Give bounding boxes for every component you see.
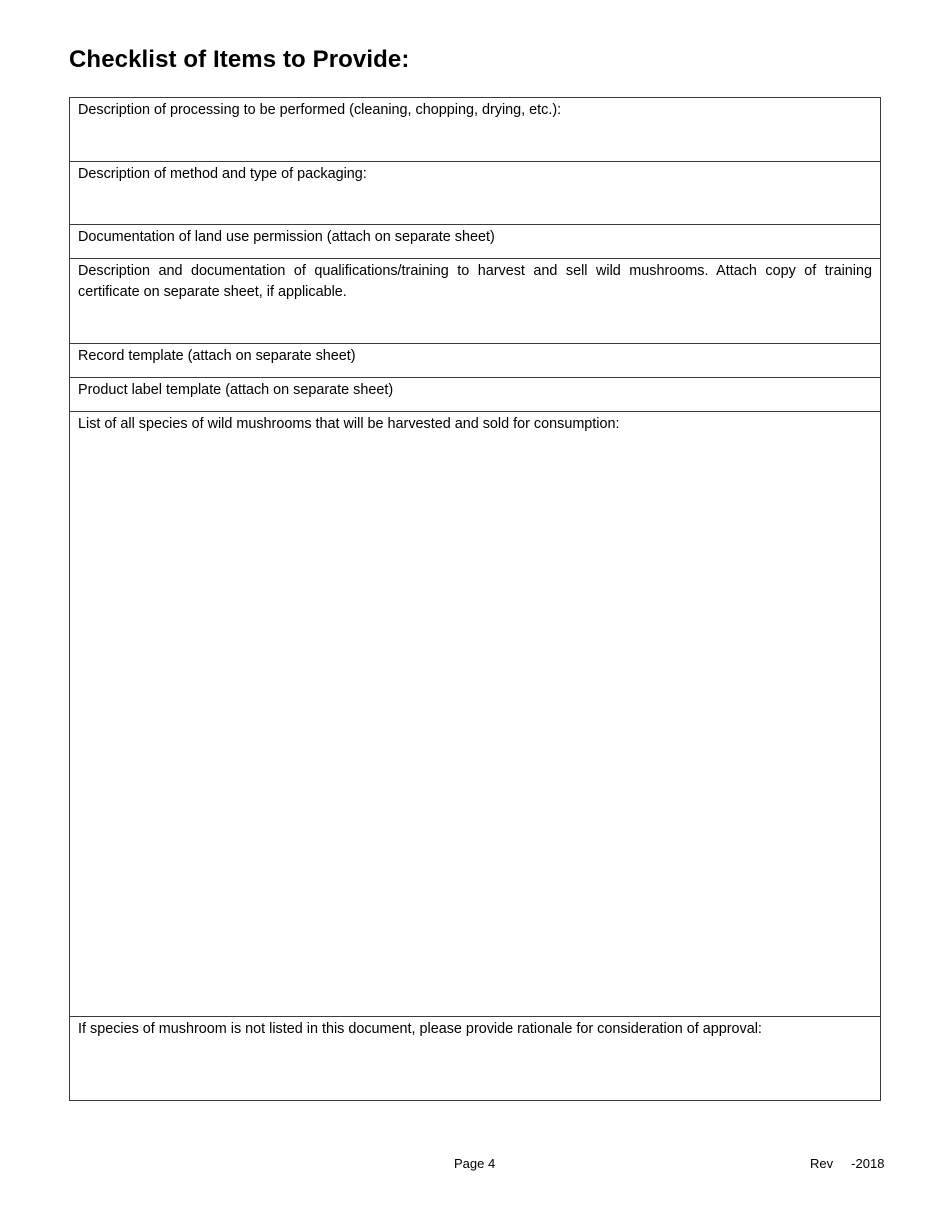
revision-label: Rev -2018 <box>810 1156 885 1171</box>
checklist-row-packaging[interactable] <box>70 161 880 224</box>
checklist-row-label: Documentation of land use permission (attach on separate sheet) <box>78 229 495 245</box>
checklist-row-label: Record template (attach on separate sheet) <box>78 348 356 364</box>
checklist-row-label: Product label template (attach on separate sheet) <box>78 382 394 398</box>
page-title: Checklist of Items to Provide: <box>69 46 410 73</box>
checklist-row-label: Description of processing to be performed (cleaning, chopping, drying, etc.): <box>78 102 562 118</box>
checklist-row-processing[interactable] <box>70 98 880 161</box>
checklist-row-label: Description of method and type of packaging: <box>78 166 367 182</box>
checklist-table <box>69 97 881 1101</box>
checklist-row-land-use-permission[interactable] <box>70 224 880 258</box>
checklist-row-product-label-template[interactable] <box>70 377 880 411</box>
checklist-row-label: If species of mushroom is not listed in this document, please provide rationale for consideration of approval: <box>78 1021 762 1037</box>
checklist-row-label: Description and documentation of qualifications/training to harvest and sell wild mushrooms. Attach copy of training certificate on separate sheet, if applicable. <box>78 263 872 300</box>
checklist-row-species-list[interactable] <box>70 411 880 1016</box>
page-number: Page 4 <box>454 1156 496 1171</box>
checklist-row-qualifications[interactable] <box>70 258 880 343</box>
checklist-row-label: List of all species of wild mushrooms that will be harvested and sold for consumption: <box>78 416 620 432</box>
checklist-row-unlisted-species-rationale[interactable] <box>70 1016 880 1100</box>
checklist-row-record-template[interactable] <box>70 343 880 377</box>
